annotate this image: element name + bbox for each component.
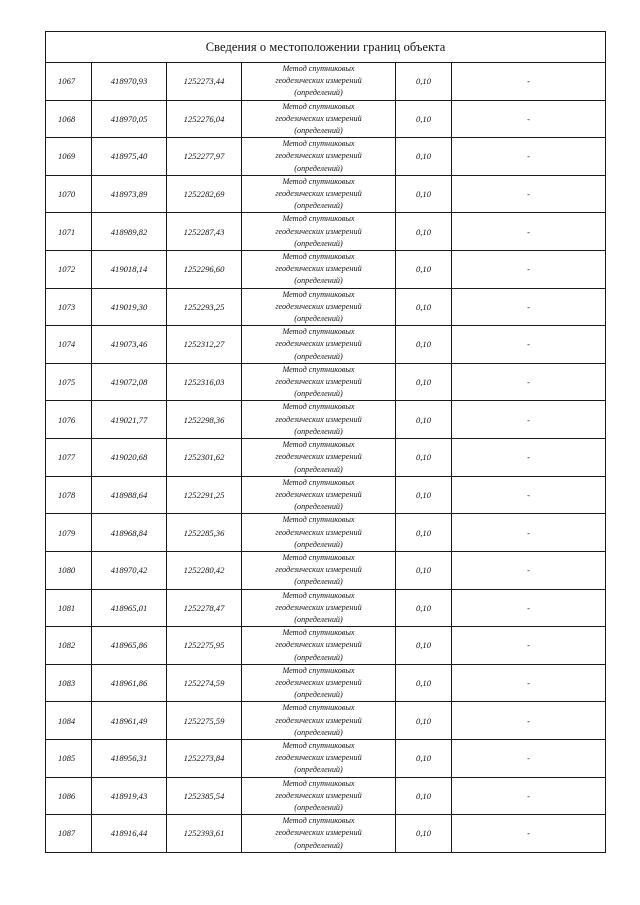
method-text-line: (определений): [294, 690, 343, 700]
x-coordinate-cell: 418970,42: [92, 551, 167, 589]
note-cell: -: [452, 439, 606, 477]
method-cell: [242, 288, 396, 326]
method-cell: [242, 702, 396, 740]
y-coordinate-cell: 1252296,60: [167, 251, 242, 289]
x-coordinate-cell: 418970,05: [92, 100, 167, 138]
method-text-line: (определений): [294, 163, 343, 173]
method-cell: [242, 589, 396, 627]
point-number-cell: 1082: [46, 627, 92, 665]
point-number-cell: 1086: [46, 777, 92, 815]
table-row: [46, 175, 606, 213]
note-cell: -: [452, 627, 606, 665]
method-text-line: (определений): [294, 840, 343, 850]
table-row: [46, 138, 606, 176]
point-number-cell: 1081: [46, 589, 92, 627]
method-text-line: Метод спутниковых: [282, 64, 355, 73]
method-cell: [242, 815, 396, 853]
method-cell: [242, 664, 396, 702]
accuracy-cell: 0,10: [396, 476, 452, 514]
method-text-line: Метод спутниковых: [282, 515, 355, 525]
method-text-line: геодезических измерений: [275, 527, 362, 537]
y-coordinate-cell: 1252277,97: [167, 138, 242, 176]
point-number-cell: 1087: [46, 815, 92, 853]
point-number-cell: 1080: [46, 551, 92, 589]
accuracy-cell: 0,10: [396, 815, 452, 853]
table-body: [46, 32, 606, 853]
y-coordinate-cell: 1252291,25: [167, 476, 242, 514]
method-text-line: геодезических измерений: [275, 151, 362, 161]
accuracy-cell: 0,10: [396, 100, 452, 138]
y-coordinate-cell: 1252385,54: [167, 777, 242, 815]
point-number-cell: 1079: [46, 514, 92, 552]
note-cell: -: [452, 815, 606, 853]
note-cell: -: [452, 251, 606, 289]
table-row: [46, 589, 606, 627]
x-coordinate-cell: 418970,93: [92, 63, 167, 101]
note-cell: -: [452, 514, 606, 552]
method-text-line: (определений): [294, 389, 343, 399]
method-text-line: Метод спутниковых: [282, 176, 355, 186]
accuracy-cell: 0,10: [396, 551, 452, 589]
accuracy-cell: 0,10: [396, 401, 452, 439]
y-coordinate-cell: 1252301,62: [167, 439, 242, 477]
table-row: [46, 288, 606, 326]
method-text-line: геодезических измерений: [275, 753, 362, 763]
accuracy-cell: 0,10: [396, 213, 452, 251]
table-row: [46, 213, 606, 251]
table-row: [46, 815, 606, 853]
x-coordinate-cell: 418989,82: [92, 213, 167, 251]
method-text-line: Метод спутниковых: [282, 665, 355, 675]
method-text-line: (определений): [294, 765, 343, 775]
x-coordinate-cell: 418965,86: [92, 627, 167, 665]
method-text-line: Метод спутниковых: [282, 740, 355, 750]
method-text-line: геодезических измерений: [275, 339, 362, 349]
y-coordinate-cell: 1252275,59: [167, 702, 242, 740]
point-number-cell: 1075: [46, 363, 92, 401]
accuracy-cell: 0,10: [396, 439, 452, 477]
method-text-line: геодезических измерений: [275, 189, 362, 199]
note-cell: -: [452, 702, 606, 740]
x-coordinate-cell: 419073,46: [92, 326, 167, 364]
x-coordinate-cell: 419072,08: [92, 363, 167, 401]
accuracy-cell: 0,10: [396, 363, 452, 401]
table-row: [46, 664, 606, 702]
method-cell: [242, 739, 396, 777]
method-text-line: Метод спутниковых: [282, 440, 355, 450]
accuracy-cell: 0,10: [396, 251, 452, 289]
point-number-cell: 1085: [46, 739, 92, 777]
point-number-cell: 1069: [46, 138, 92, 176]
accuracy-cell: 0,10: [396, 777, 452, 815]
method-cell: [242, 551, 396, 589]
method-text-line: геодезических измерений: [275, 264, 362, 274]
method-text-line: (определений): [294, 126, 343, 136]
method-text-line: (определений): [294, 539, 343, 549]
x-coordinate-cell: 418916,44: [92, 815, 167, 853]
x-coordinate-cell: 419018,14: [92, 251, 167, 289]
table-row: [46, 777, 606, 815]
method-cell: [242, 476, 396, 514]
y-coordinate-cell: 1252393,61: [167, 815, 242, 853]
point-number-cell: 1070: [46, 175, 92, 213]
y-coordinate-cell: 1252280,42: [167, 551, 242, 589]
y-coordinate-cell: 1252316,03: [167, 363, 242, 401]
method-cell: [242, 401, 396, 439]
method-text-line: Метод спутниковых: [282, 816, 355, 826]
note-cell: -: [452, 589, 606, 627]
x-coordinate-cell: 418919,43: [92, 777, 167, 815]
table-row: [46, 63, 606, 101]
note-cell: -: [452, 288, 606, 326]
y-coordinate-cell: 1252273,84: [167, 739, 242, 777]
x-coordinate-cell: 418968,84: [92, 514, 167, 552]
x-coordinate-cell: 419019,30: [92, 288, 167, 326]
method-text-line: геодезических измерений: [275, 301, 362, 311]
point-number-cell: 1076: [46, 401, 92, 439]
table-row: [46, 100, 606, 138]
accuracy-cell: 0,10: [396, 514, 452, 552]
table-row: [46, 514, 606, 552]
x-coordinate-cell: 419021,77: [92, 401, 167, 439]
point-number-cell: 1068: [46, 100, 92, 138]
y-coordinate-cell: 1252285,36: [167, 514, 242, 552]
accuracy-cell: 0,10: [396, 702, 452, 740]
note-cell: -: [452, 551, 606, 589]
method-text-line: Метод спутниковых: [282, 252, 355, 262]
accuracy-cell: 0,10: [396, 664, 452, 702]
method-text-line: геодезических измерений: [275, 602, 362, 612]
method-text-line: геодезических измерений: [275, 377, 362, 387]
method-text-line: Метод спутниковых: [282, 590, 355, 600]
table-row: [46, 551, 606, 589]
table-row: [46, 439, 606, 477]
y-coordinate-cell: 1252298,36: [167, 401, 242, 439]
method-text-line: (определений): [294, 614, 343, 624]
method-text-line: (определений): [294, 314, 343, 324]
method-text-line: геодезических измерений: [275, 452, 362, 462]
accuracy-cell: 0,10: [396, 175, 452, 213]
method-text-line: геодезических измерений: [275, 489, 362, 499]
note-cell: -: [452, 739, 606, 777]
accuracy-cell: 0,10: [396, 326, 452, 364]
method-text-line: Метод спутниковых: [282, 327, 355, 337]
note-cell: -: [452, 63, 606, 101]
method-cell: [242, 514, 396, 552]
x-coordinate-cell: 418961,49: [92, 702, 167, 740]
method-text-line: (определений): [294, 426, 343, 436]
method-text-line: Метод спутниковых: [282, 214, 355, 224]
point-number-cell: 1067: [46, 63, 92, 101]
method-text-line: (определений): [294, 502, 343, 512]
table-row: [46, 401, 606, 439]
method-text-line: (определений): [294, 652, 343, 662]
method-text-line: геодезических измерений: [275, 76, 362, 86]
table-row: [46, 476, 606, 514]
method-text-line: геодезических измерений: [275, 715, 362, 725]
method-cell: [242, 100, 396, 138]
method-text-line: (определений): [294, 238, 343, 248]
y-coordinate-cell: 1252282,69: [167, 175, 242, 213]
x-coordinate-cell: 419020,68: [92, 439, 167, 477]
method-cell: [242, 627, 396, 665]
point-number-cell: 1078: [46, 476, 92, 514]
method-text-line: геодезических измерений: [275, 226, 362, 236]
note-cell: -: [452, 175, 606, 213]
x-coordinate-cell: 418988,64: [92, 476, 167, 514]
note-cell: -: [452, 213, 606, 251]
note-cell: -: [452, 326, 606, 364]
method-text-line: (определений): [294, 464, 343, 474]
table-row: [46, 363, 606, 401]
method-cell: [242, 439, 396, 477]
accuracy-cell: 0,10: [396, 627, 452, 665]
x-coordinate-cell: 418956,31: [92, 739, 167, 777]
note-cell: -: [452, 777, 606, 815]
point-number-cell: 1071: [46, 213, 92, 251]
method-text-line: Метод спутниковых: [282, 477, 355, 487]
method-text-line: (определений): [294, 88, 343, 98]
table-row: [46, 627, 606, 665]
method-text-line: геодезических измерений: [275, 414, 362, 424]
table-row: [46, 702, 606, 740]
table-title-row: [46, 32, 606, 63]
accuracy-cell: 0,10: [396, 589, 452, 627]
y-coordinate-cell: 1252312,27: [167, 326, 242, 364]
y-coordinate-cell: 1252293,25: [167, 288, 242, 326]
x-coordinate-cell: 418973,89: [92, 175, 167, 213]
y-coordinate-cell: 1252278,47: [167, 589, 242, 627]
method-text-line: Метод спутниковых: [282, 778, 355, 788]
point-number-cell: 1083: [46, 664, 92, 702]
point-number-cell: 1073: [46, 288, 92, 326]
x-coordinate-cell: 418961,86: [92, 664, 167, 702]
y-coordinate-cell: 1252287,43: [167, 213, 242, 251]
method-cell: [242, 363, 396, 401]
boundary-coordinates-table: [45, 31, 606, 853]
point-number-cell: 1074: [46, 326, 92, 364]
method-cell: [242, 326, 396, 364]
point-number-cell: 1072: [46, 251, 92, 289]
accuracy-cell: 0,10: [396, 288, 452, 326]
method-text-line: Метод спутниковых: [282, 402, 355, 412]
y-coordinate-cell: 1252275,95: [167, 627, 242, 665]
method-cell: [242, 213, 396, 251]
method-text-line: Метод спутниковых: [282, 364, 355, 374]
method-text-line: Метод спутниковых: [282, 139, 355, 149]
method-text-line: геодезических измерений: [275, 828, 362, 838]
method-cell: [242, 175, 396, 213]
method-text-line: (определений): [294, 577, 343, 587]
method-text-line: (определений): [294, 351, 343, 361]
note-cell: -: [452, 476, 606, 514]
y-coordinate-cell: 1252276,04: [167, 100, 242, 138]
accuracy-cell: 0,10: [396, 63, 452, 101]
note-cell: -: [452, 664, 606, 702]
method-text-line: Метод спутниковых: [282, 628, 355, 638]
method-text-line: (определений): [294, 802, 343, 812]
y-coordinate-cell: 1252273,44: [167, 63, 242, 101]
method-cell: [242, 138, 396, 176]
y-coordinate-cell: 1252274,59: [167, 664, 242, 702]
table-title: Сведения о местоположении границ объекта: [46, 32, 606, 63]
x-coordinate-cell: 418965,01: [92, 589, 167, 627]
table-row: [46, 739, 606, 777]
method-text-line: (определений): [294, 276, 343, 286]
method-text-line: Метод спутниковых: [282, 101, 355, 111]
note-cell: -: [452, 100, 606, 138]
note-cell: -: [452, 401, 606, 439]
table-row: [46, 326, 606, 364]
method-text-line: геодезических измерений: [275, 790, 362, 800]
point-number-cell: 1084: [46, 702, 92, 740]
method-cell: [242, 251, 396, 289]
method-text-line: (определений): [294, 727, 343, 737]
point-number-cell: 1077: [46, 439, 92, 477]
method-text-line: Метод спутниковых: [282, 703, 355, 713]
x-coordinate-cell: 418975,40: [92, 138, 167, 176]
method-text-line: геодезических измерений: [275, 677, 362, 687]
method-text-line: Метод спутниковых: [282, 552, 355, 562]
accuracy-cell: 0,10: [396, 138, 452, 176]
note-cell: -: [452, 138, 606, 176]
method-text-line: геодезических измерений: [275, 565, 362, 575]
method-cell: [242, 63, 396, 101]
accuracy-cell: 0,10: [396, 739, 452, 777]
method-text-line: геодезических измерений: [275, 113, 362, 123]
method-cell: [242, 777, 396, 815]
method-text-line: геодезических измерений: [275, 640, 362, 650]
table-row: [46, 251, 606, 289]
method-text-line: Метод спутниковых: [282, 289, 355, 299]
note-cell: -: [452, 363, 606, 401]
method-text-line: (определений): [294, 201, 343, 211]
